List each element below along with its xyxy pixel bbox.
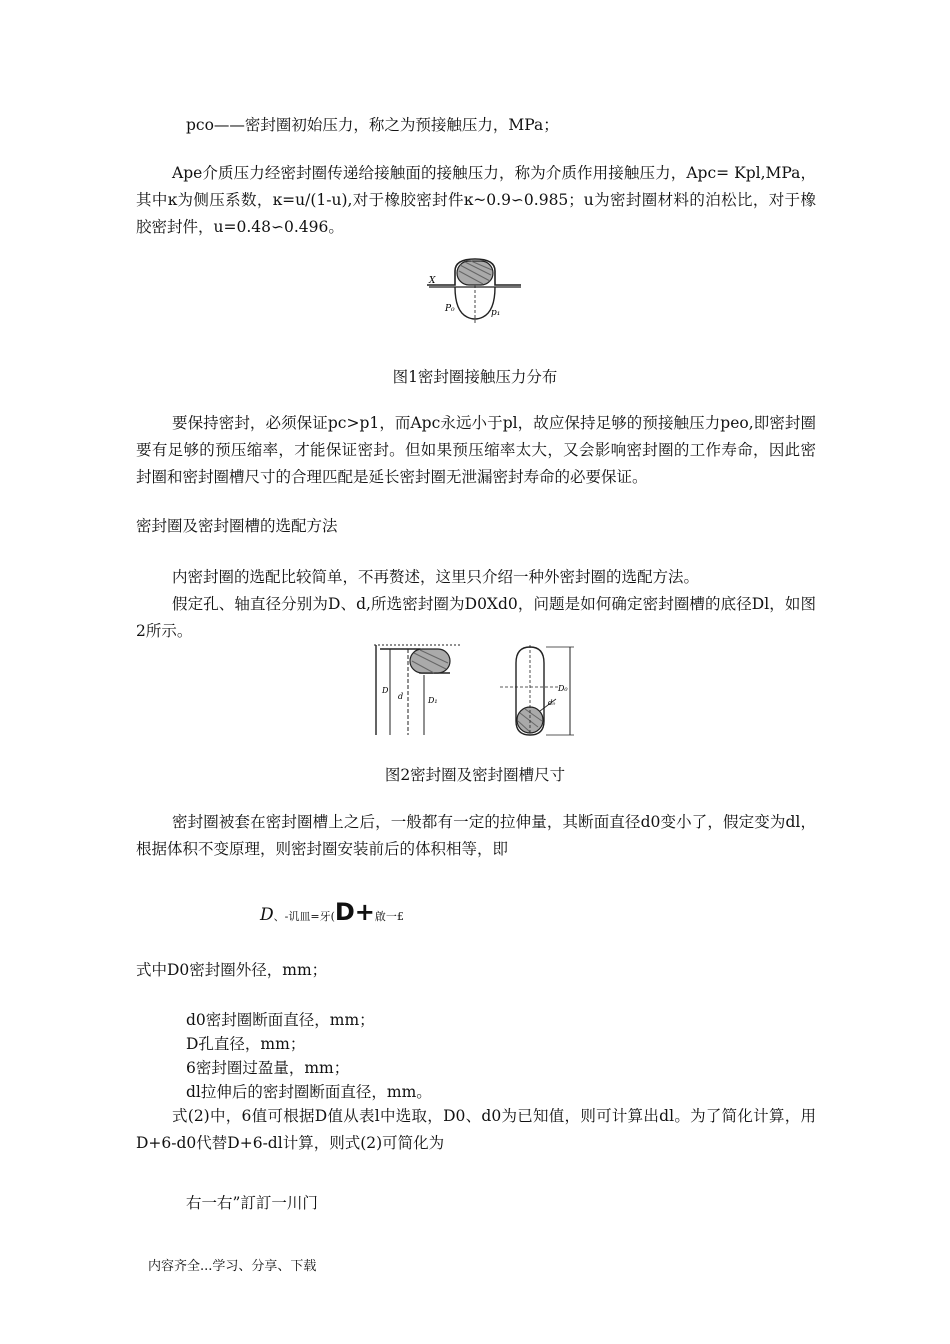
figure-1-label-p0: P₀ [445, 304, 455, 314]
formula-1-part2: 、-讥皿=牙( [273, 910, 335, 923]
figure-1-caption: 图1密封圈接触压力分布 [392, 368, 558, 386]
figure-2-label-D: D [382, 686, 389, 695]
paragraph-assume: 假定孔、轴直径分别为D、d,所选密封圈为D0Xd0，问题是如何确定密封圈槽的底径Dl，如图2所示。 [136, 595, 816, 640]
paragraph-formula-2: 式(2)中，6值可根据D值从表l中选取，D0、d0为已知值，则可计算出dl。为了简化计算，用D+6-d0代替D+6-dl计算，则式(2)可简化为 [136, 1107, 816, 1152]
definition-D: D孔直径，mm； [186, 1035, 306, 1053]
formula-3: 右一右”訂訂一川门 [186, 1194, 318, 1212]
figure-2-caption: 图2密封圈及密封圈槽尺寸 [384, 766, 566, 784]
figure-1-contact-pressure [425, 253, 525, 325]
formula-1-part4: 啟一£ [374, 910, 404, 923]
formula-1-part3: D+ [334, 898, 375, 926]
definition-d0: d0密封圈断面直径，mm； [186, 1011, 375, 1029]
figure-2-label-d: d [398, 692, 404, 701]
formula-1-part1: D [260, 905, 274, 925]
figure-2-seal-groove-dimensions [370, 643, 582, 738]
definition-dl: dl拉伸后的密封圈断面直径，mm。 [186, 1083, 432, 1101]
paragraph-ape: Ape介质压力经密封圈传递给接触面的接触压力，称为介质作用接触压力，Apc= Kpl,MPa， 其中ĸ为侧压系数，ĸ=u/(1-u),对于橡胶密封件ĸ~0.9∽0.985；u为密封圈材料的泊松比，对于橡胶密封件，u=0.48∽0.496。 [136, 164, 816, 236]
paragraph-after-install: 密封圈被套在密封圈槽上之后，一般都有一定的拉伸量，其断面直径d0变小了，假定变为dl，根据体积不变原理，则密封圈安装前后的体积相等，即 [136, 813, 816, 858]
figure-1-label-p1: p₁ [491, 308, 501, 318]
paragraph-where: 式中D0密封圈外径，mm； [136, 961, 328, 979]
figure-2-label-d0: d₀ [548, 699, 556, 707]
paragraph-keep-seal: 要保持密封，必须保证pc>p1，而Apc永远小于pl，故应保持足够的预接触压力peo,即密封圈要有足够的预压缩率，才能保证密封。但如果预压缩率太大，又会影响密封圈的工作寿命，因此密封圈和密封圈槽尺寸的合理匹配是延长密封圈无泄漏密封寿命的必要保证。 [136, 414, 816, 486]
definition-6: 6密封圈过盈量，mm； [186, 1059, 350, 1077]
figure-2-label-D0: D₀ [558, 684, 568, 693]
section-heading: 密封圈及密封圈槽的选配方法 [136, 517, 338, 535]
paragraph-inner-seal: 内密封圈的选配比较简单，不再赘述，这里只介绍一种外密封圈的选配方法。 [172, 568, 700, 586]
page-footer: 内容齐全...学习、分享、下载 [148, 1259, 317, 1274]
figure-1-label-x: X [429, 276, 436, 286]
figure-2-label-D1: D₁ [428, 696, 438, 705]
paragraph-pco: pco——密封圈初始压力，称之为预接触压力，MPa； [186, 116, 559, 134]
formula-1 [260, 898, 404, 926]
